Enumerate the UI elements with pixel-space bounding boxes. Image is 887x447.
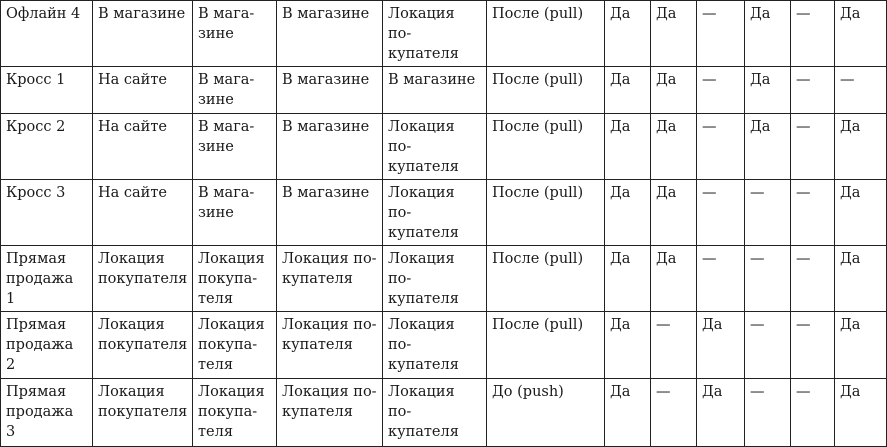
table-cell: Локация по- купателя [383,379,487,447]
table-row [1,312,887,379]
table-cell: Локация покупа- теля [193,379,277,447]
flag-cell: Да [605,1,651,67]
flag-cell: — [791,379,835,447]
table-cell: Локация покупателя [93,312,193,379]
row-name-cell: Прямая продажа 1 [1,246,93,312]
flag-cell: — [791,67,835,114]
flag-cell: — [791,312,835,379]
table-cell: Локация по- купателя [383,180,487,246]
table-cell: Локация покупа- теля [193,246,277,312]
table-cell: В мага- зине [193,180,277,246]
table-row [1,379,887,447]
table-cell: В магазине [277,114,383,180]
flag-cell: Да [651,180,697,246]
table-cell: Локация по- купателя [383,114,487,180]
table-cell: Локация по- купателя [277,246,383,312]
row-name-cell: Кросс 3 [1,180,93,246]
flag-cell: Да [835,114,887,180]
table-cell: До (push) [487,379,605,447]
flag-cell: — [697,114,745,180]
table-cell: В мага- зине [193,114,277,180]
table-cell: На сайте [93,67,193,114]
table-cell: Локация покупа- теля [193,312,277,379]
table-cell: В магазине [277,180,383,246]
row-name-cell: Кросс 2 [1,114,93,180]
table-cell: После (pull) [487,114,605,180]
flag-cell: Да [835,1,887,67]
flag-cell: — [791,246,835,312]
flag-cell: Да [835,180,887,246]
table-cell: В магазине [277,67,383,114]
flag-cell: Да [605,379,651,447]
flag-cell: — [697,67,745,114]
flag-cell: Да [835,312,887,379]
table-cell: В мага- зине [193,1,277,67]
table-cell: После (pull) [487,1,605,67]
flag-cell: Да [697,379,745,447]
flag-cell: Да [605,180,651,246]
flag-cell: — [697,246,745,312]
row-name-cell: Прямая продажа 3 [1,379,93,447]
flag-cell: Да [697,312,745,379]
flag-cell: — [651,312,697,379]
flag-cell: — [697,180,745,246]
flag-cell: Да [605,312,651,379]
flag-cell: Да [651,67,697,114]
table-cell: После (pull) [487,246,605,312]
flag-cell: — [651,379,697,447]
table-cell: В магазине [93,1,193,67]
table-cell: В магазине [277,1,383,67]
table-cell: В магазине [383,67,487,114]
table-row [1,114,887,180]
flag-cell: Да [745,1,791,67]
table-cell: На сайте [93,114,193,180]
flag-cell: Да [605,114,651,180]
table-row [1,180,887,246]
flag-cell: Да [651,1,697,67]
flag-cell: Да [651,114,697,180]
table-cell: Локация по- купателя [383,312,487,379]
flag-cell: — [697,1,745,67]
row-name-cell: Кросс 1 [1,67,93,114]
flag-cell: — [745,246,791,312]
table-cell: После (pull) [487,180,605,246]
table-body [1,1,887,447]
table-cell: На сайте [93,180,193,246]
table-cell: После (pull) [487,312,605,379]
table-cell: В мага- зине [193,67,277,114]
flag-cell: Да [835,246,887,312]
flag-cell: Да [605,246,651,312]
table-cell: После (pull) [487,67,605,114]
flag-cell: Да [835,379,887,447]
flag-cell: — [745,312,791,379]
table-cell: Локация по- купателя [277,312,383,379]
table-row [1,246,887,312]
flag-cell: — [745,180,791,246]
table-row [1,67,887,114]
flag-cell: — [791,1,835,67]
flag-cell: Да [651,246,697,312]
flag-cell: — [835,67,887,114]
flag-cell: — [745,379,791,447]
flag-cell: — [791,114,835,180]
table-cell: Локация покупателя [93,246,193,312]
flag-cell: Да [745,67,791,114]
flag-cell: Да [745,114,791,180]
table-row [1,1,887,67]
flag-cell: Да [605,67,651,114]
row-name-cell: Прямая продажа 2 [1,312,93,379]
table-cell: Локация по- купателя [277,379,383,447]
table-cell: Локация покупателя [93,379,193,447]
table-cell: Локация по- купателя [383,1,487,67]
row-name-cell: Офлайн 4 [1,1,93,67]
flag-cell: — [791,180,835,246]
table-cell: Локация по- купателя [383,246,487,312]
